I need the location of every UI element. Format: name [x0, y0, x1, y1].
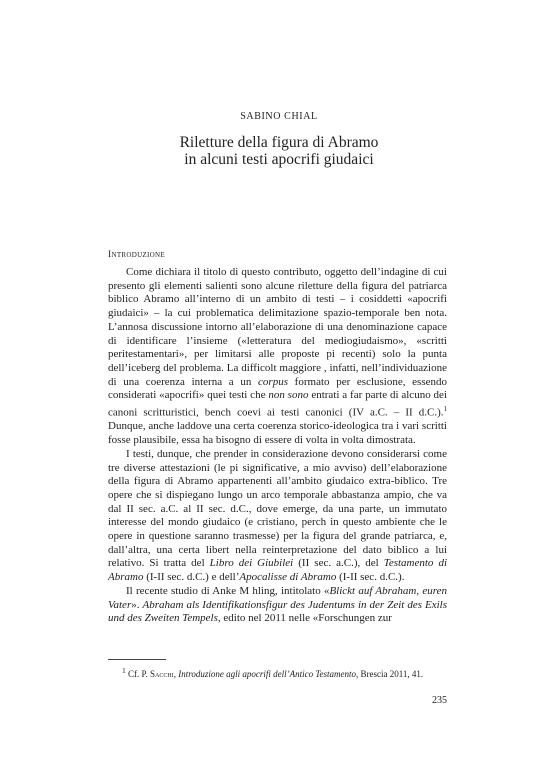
- paragraph: [108, 585, 447, 626]
- article-title: [0, 134, 558, 168]
- paragraph-text-segment: non sono: [268, 389, 309, 402]
- title-line-1: Riletture della figura di Abramo: [179, 134, 379, 151]
- paragraph-text-segment: entrati a far parte di alcuno dei canoni scritturistici, bench coevi ai testi canonici (IV a.C. – II d.C.).: [108, 389, 447, 419]
- footnote-text-segment: Sacchi: [150, 669, 174, 679]
- footnote-text-segment: , Brescia 2011, 41.: [356, 669, 424, 679]
- paragraph-text-segment: Blickt auf Abraham, euren Vater: [108, 584, 448, 611]
- paragraph-text-segment: corpus: [258, 375, 288, 388]
- paragraph-text-segment: Come dichiara il titolo di questo contributo, oggetto dell’indagine di cui presento gli elementi salienti sono alcune riletture della figura del patriarca biblico Abramo all’interno di un ambito di testi – i cosiddetti «apocrifi giudaici» – la cui problematica delimitazione spazio-temporale ben nota. L’annosa discussione intorno all’elaborazione di una denominazione capace di identificare l’insieme («letteratura del mediogiudaismo», «scritti peritestamentari», per limitarsi alle proposte pi recenti) solo la punta dell’iceberg del problema. La difficolt maggiore , infatti, nell’individuazione di una coerenza interna a un: [108, 266, 447, 388]
- paragraph-text-segment: I testi, dunque, che prender in considerazione devono considerarsi come tre diverse attestazioni (le pi significative, a mio avviso) dell’elaborazione della figura di Abramo appartenenti all’ambito giudaico extra-biblico. Tre opere che si dispiegano lungo un arco temporale abbastanza ampio, che va dal II sec. a.C. al II sec. d.C., dove emerge, da una parte, un immutato interesse del mondo giudaico (e cristiano, perch in questo ambiente che le opere in questione saranno trasmesse) per la figura del grande patriarca, e, dall’altra, una certa libert nella reinterpretazione del dato biblico a lui relativo. Si tratta del: [108, 447, 447, 570]
- paragraph-text-segment: Dunque, anche laddove una certa coerenza storico-ideologica tra i vari scritti fosse plausibile, essa ha bisogno di essere di volta in volta dimostrata.: [108, 420, 447, 447]
- paragraph-text-segment: Abraham als Identifikationsfigur des Judentums in der Zeit des Exils und des Zweiten Tempels: [108, 598, 448, 625]
- paragraph-text-segment: Libro dei Giubilei: [209, 557, 294, 570]
- body-text: [108, 266, 447, 626]
- paragraph-text-segment: 1: [443, 405, 447, 414]
- paragraph: [108, 448, 447, 585]
- footnote-text-segment: ,: [173, 669, 179, 679]
- section-heading: [108, 250, 165, 260]
- footnote-text: [128, 669, 423, 679]
- footnote-text-segment: Introduzione agli apocrifi dell’Antico Testamento: [178, 669, 357, 679]
- paragraph-text-segment: Il recente studio di Anke M hling, intitolato «: [126, 584, 330, 597]
- paragraph-text-segment: (I-II sec. d.C.).: [336, 571, 405, 584]
- title-line-2: in alcuni testi apocrifi giudaici: [184, 151, 374, 168]
- footnote-number: 1: [122, 666, 126, 675]
- footnote-separator: [108, 659, 166, 660]
- footnote-text-segment: Cf. P.: [128, 669, 151, 679]
- paragraph-text-segment: (I-II sec. d.C.) e dell’: [143, 571, 240, 584]
- paragraph: [108, 266, 447, 448]
- section-heading-text: Introduzione: [108, 250, 165, 260]
- footnote: [108, 665, 447, 680]
- paragraph-text-segment: Apocalisse di Abramo: [239, 571, 337, 584]
- author-name: SABINO CHIAL: [240, 111, 318, 122]
- paragraph-text-segment: Testamento di Abramo: [108, 557, 448, 584]
- paragraph-text-segment: ».: [131, 598, 143, 611]
- paragraph-text-segment: formato per esclusione, essendo considerati «apocrifi» quei testi che: [108, 375, 448, 402]
- paragraph-text-segment: (II sec. a.C.), del: [293, 557, 384, 570]
- page-number: 235: [432, 695, 447, 706]
- paragraph-text-segment: , edito nel 2011 nelle «Forschungen zur: [217, 612, 392, 625]
